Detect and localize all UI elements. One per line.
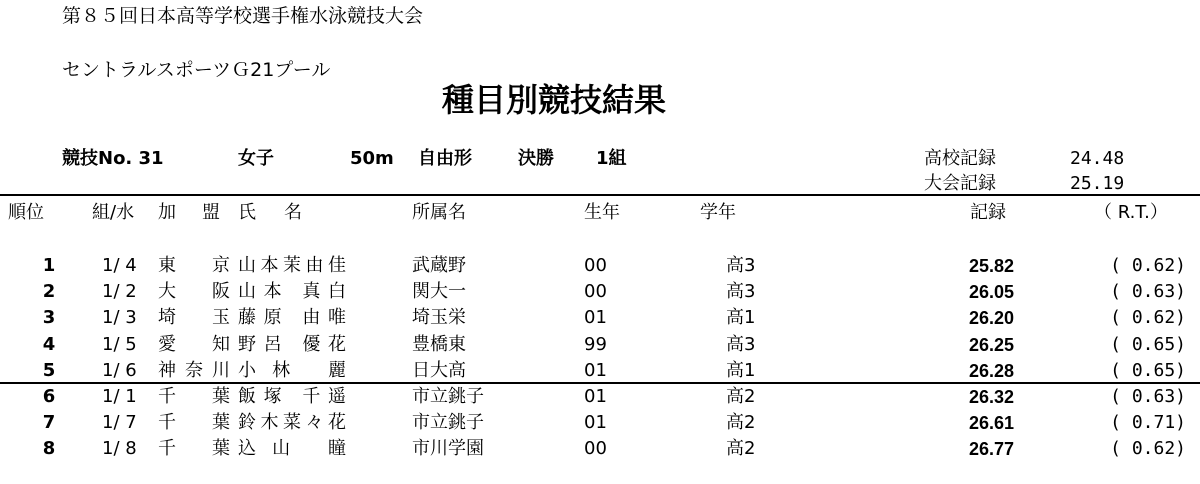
team-cell: 市立銚子 — [412, 386, 484, 407]
team-cell: 埼玉栄 — [412, 307, 466, 329]
prefecture-cell: 千葉 — [158, 412, 230, 434]
record-value-meet: 25.19 — [1070, 173, 1125, 194]
page-title: 種目別競技結果 — [442, 81, 667, 119]
table-row — [0, 385, 1200, 411]
heat-lane-cell: 1/ 3 — [102, 307, 137, 329]
meet-name: 第８５回日本高等学校選手権水泳競技大会 — [62, 5, 424, 27]
table-row — [0, 333, 1200, 359]
reaction-time-cell: ( 0.62) — [1110, 307, 1186, 329]
prefecture-cell: 大阪 — [158, 281, 230, 303]
reaction-time-cell: ( 0.65) — [1110, 333, 1186, 355]
event-gender: 女子 — [238, 148, 274, 169]
record-value-highschool: 24.48 — [1070, 148, 1125, 169]
swimmer-name-cell: 込山 瞳 — [238, 438, 346, 460]
birth-year-cell: 00 — [584, 281, 607, 303]
birth-year-cell: 00 — [584, 255, 607, 276]
col-born: 生年 — [584, 202, 620, 223]
time-cell: 26.77 — [968, 439, 1014, 460]
reaction-time-cell: ( 0.63) — [1110, 281, 1186, 303]
rank-cell: 2 — [42, 281, 56, 303]
grade-cell: 高3 — [726, 281, 756, 303]
prefecture-cell: 千葉 — [158, 386, 230, 407]
birth-year-cell: 01 — [584, 412, 607, 434]
rank-cell: 3 — [42, 307, 56, 329]
birth-year-cell: 99 — [584, 333, 607, 355]
swimmer-name-cell: 鈴木菜々花 — [238, 412, 346, 434]
prefecture-cell: 千葉 — [158, 438, 230, 460]
col-heat-lane: 組/水 — [92, 202, 135, 223]
team-cell: 豊橋東 — [412, 333, 466, 355]
event-distance: 50m — [350, 148, 394, 169]
col-pref-1: 加 — [158, 202, 176, 223]
col-pref-2: 盟 — [202, 202, 220, 223]
reaction-time-cell: ( 0.71) — [1110, 412, 1186, 434]
swimmer-name-cell: 藤原 由唯 — [238, 307, 346, 329]
time-cell: 26.32 — [968, 387, 1014, 407]
birth-year-cell: 01 — [584, 386, 607, 407]
birth-year-cell: 00 — [584, 438, 607, 460]
rank-cell: 7 — [42, 412, 56, 434]
event-stroke: 自由形 — [418, 148, 472, 169]
table-row — [0, 411, 1200, 437]
reaction-time-cell: ( 0.62) — [1110, 438, 1186, 460]
record-label-highschool: 高校記録 — [924, 148, 996, 169]
grade-cell: 高2 — [726, 412, 756, 434]
col-time: 記録 — [970, 202, 1006, 223]
time-cell: 26.28 — [968, 360, 1014, 381]
table-row — [0, 359, 1200, 385]
team-cell: 関大一 — [412, 281, 466, 303]
table-row — [0, 254, 1200, 280]
col-rt: （ R.T.） — [1094, 202, 1168, 223]
swimmer-name-cell: 飯塚 千遥 — [238, 386, 346, 407]
prefecture-cell: 愛知 — [158, 333, 230, 355]
grade-cell: 高3 — [726, 255, 756, 276]
swimmer-name-cell: 野呂 優花 — [238, 333, 346, 355]
col-team: 所属名 — [412, 202, 466, 223]
heat-lane-cell: 1/ 1 — [102, 386, 137, 407]
birth-year-cell: 01 — [584, 307, 607, 329]
event-round: 決勝 — [518, 148, 554, 169]
team-cell: 武蔵野 — [412, 255, 466, 276]
swimmer-name-cell: 小林 麗 — [238, 359, 346, 381]
time-cell: 26.25 — [968, 334, 1014, 355]
heat-lane-cell: 1/ 5 — [102, 333, 137, 355]
time-cell: 26.20 — [968, 308, 1014, 329]
swimmer-name-cell: 山本茉由佳 — [238, 255, 346, 276]
event-number: 競技No. 31 — [62, 148, 164, 169]
rank-cell: 1 — [42, 255, 56, 276]
team-cell: 市川学園 — [412, 438, 484, 460]
heat-lane-cell: 1/ 6 — [102, 359, 137, 381]
team-cell: 日大高 — [412, 359, 466, 381]
col-rank: 順位 — [8, 202, 44, 223]
reaction-time-cell: ( 0.63) — [1110, 386, 1186, 407]
team-cell: 市立銚子 — [412, 412, 484, 434]
venue-name: セントラルスポーツＧ21プール — [62, 59, 331, 81]
heat-lane-cell: 1/ 7 — [102, 412, 137, 434]
rank-cell: 4 — [42, 333, 56, 355]
grade-cell: 高3 — [726, 333, 756, 355]
col-name-2: 名 — [284, 202, 302, 223]
final-divider-rule — [0, 382, 1200, 384]
heat-lane-cell: 1/ 4 — [102, 255, 137, 276]
time-cell: 26.61 — [968, 413, 1014, 434]
table-row — [0, 280, 1200, 306]
birth-year-cell: 01 — [584, 359, 607, 381]
event-heat: 1組 — [596, 148, 627, 169]
record-label-meet: 大会記録 — [924, 173, 996, 194]
grade-cell: 高1 — [726, 307, 756, 329]
header-top-rule — [0, 194, 1200, 196]
time-cell: 26.05 — [968, 282, 1014, 303]
table-row — [0, 437, 1200, 463]
grade-cell: 高1 — [726, 359, 756, 381]
heat-lane-cell: 1/ 2 — [102, 281, 137, 303]
prefecture-cell: 埼玉 — [158, 307, 230, 329]
rank-cell: 5 — [42, 359, 56, 381]
prefecture-cell: 東京 — [158, 255, 230, 276]
grade-cell: 高2 — [726, 386, 756, 407]
grade-cell: 高2 — [726, 438, 756, 460]
time-cell: 25.82 — [968, 256, 1014, 276]
rank-cell: 8 — [42, 438, 56, 460]
reaction-time-cell: ( 0.62) — [1110, 255, 1186, 276]
rank-cell: 6 — [42, 386, 56, 407]
reaction-time-cell: ( 0.65) — [1110, 359, 1186, 381]
col-name-1: 氏 — [238, 202, 256, 223]
prefecture-cell: 神奈川 — [158, 359, 230, 381]
swimmer-name-cell: 山本 真白 — [238, 281, 346, 303]
table-row — [0, 306, 1200, 332]
col-grade: 学年 — [700, 202, 736, 223]
heat-lane-cell: 1/ 8 — [102, 438, 137, 460]
